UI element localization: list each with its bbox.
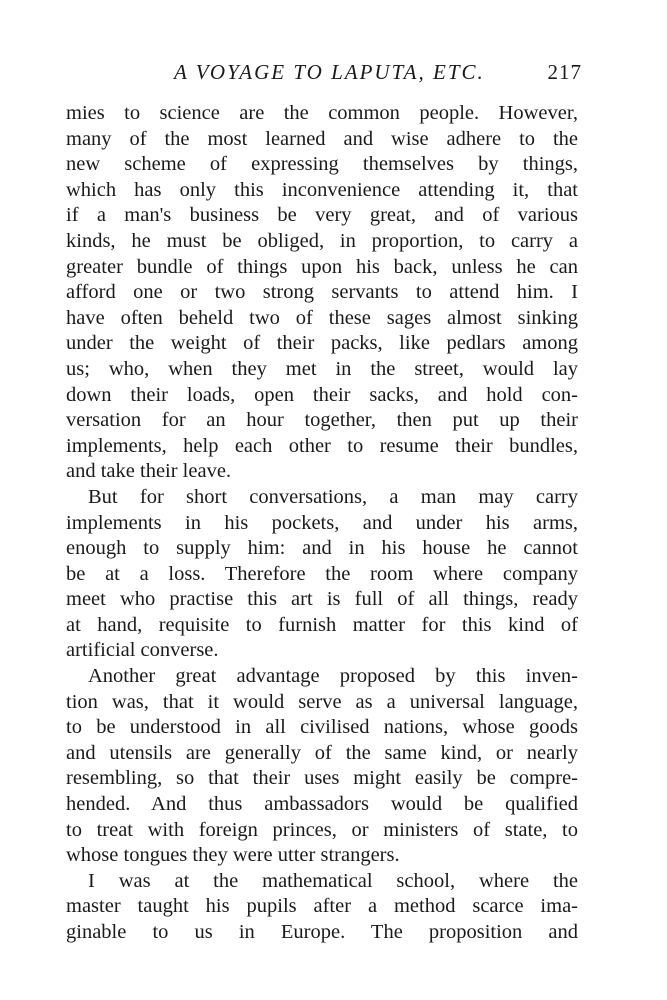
paragraph-3: [66, 664, 578, 869]
text-line: and take their leave.: [66, 460, 232, 483]
running-head: [66, 60, 582, 90]
text-line: mies to science are the common people. However,: [66, 102, 578, 124]
text-line: to be understood in all civilised nations, whose goods: [66, 716, 578, 739]
paragraph-4: [66, 869, 578, 946]
text-line: implements, help each other to resume their bundles,: [66, 434, 578, 457]
text-line: versation for an hour together, then put up their: [66, 409, 578, 432]
text-line: master taught his pupils after a method scarce ima-: [66, 895, 578, 918]
text-line: at hand, requisite to furnish matter for this kind of: [66, 613, 578, 636]
text-line: afford one or two strong servants to attend him. I: [66, 281, 578, 304]
text-line: have often beheld two of these sages almost sinking: [66, 306, 578, 329]
text-line: be at a loss. Therefore the room where company: [66, 562, 578, 585]
text-line: meet who practise this art is full of all things, ready: [66, 588, 578, 611]
text-line: to treat with foreign princes, or ministers of state, to: [66, 818, 578, 841]
text-line: if a man's business be very great, and of various: [66, 204, 578, 227]
text-line: implements in his pockets, and under his arms,: [66, 511, 578, 534]
text-line: new scheme of expressing themselves by things,: [66, 153, 578, 176]
running-head-title: A VOYAGE TO LAPUTA, ETC.: [174, 60, 485, 84]
text-line: under the weight of their packs, like pedlars among: [66, 332, 578, 355]
text-line: down their loads, open their sacks, and hold con-: [66, 383, 578, 406]
text-line: But for short conversations, a man may carry: [88, 485, 578, 508]
paragraph-1: [66, 101, 578, 485]
text-line: artificial converse.: [66, 639, 219, 662]
text-line: I was at the mathematical school, where the: [88, 869, 578, 892]
text-line: many of the most learned and wise adhere to the: [66, 127, 578, 150]
text-line: ginable to us in Europe. The proposition and: [66, 921, 578, 943]
text-line: hended. And thus ambassadors would be qualified: [66, 793, 578, 816]
text-line: which has only this inconvenience attending it, that: [66, 178, 578, 201]
body-text: [66, 101, 578, 946]
text-line: enough to supply him: and in his house he cannot: [66, 537, 578, 560]
text-line: resembling, so that their uses might easily be compre-: [66, 767, 578, 790]
text-line: and utensils are generally of the same kind, or nearly: [66, 741, 578, 764]
text-line: whose tongues they were utter strangers.: [66, 844, 400, 867]
text-line: Another great advantage proposed by this inven-: [88, 665, 578, 688]
text-line: greater bundle of things upon his back, unless he can: [66, 255, 578, 278]
text-line: kinds, he must be obliged, in proportion, to carry a: [66, 229, 578, 252]
paragraph-2: [66, 485, 578, 664]
text-line: tion was, that it would serve as a universal language,: [66, 690, 578, 713]
page-number: 217: [547, 60, 582, 84]
text-line: us; who, when they met in the street, would lay: [66, 357, 578, 380]
